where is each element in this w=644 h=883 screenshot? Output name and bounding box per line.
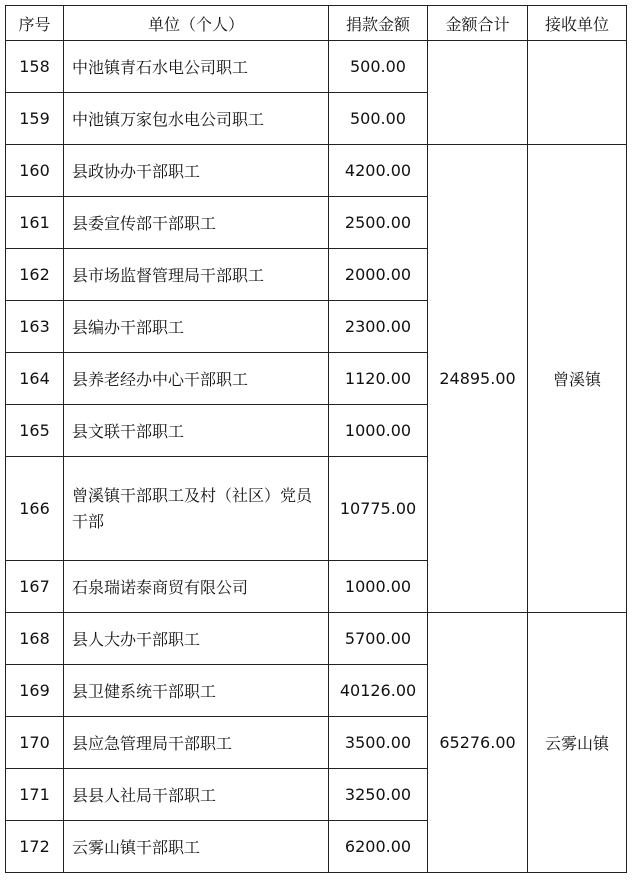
row-amount: 3250.00 bbox=[329, 769, 428, 821]
group-receiver: 云雾山镇 bbox=[528, 613, 627, 873]
row-unit: 中池镇青石水电公司职工 bbox=[64, 41, 329, 93]
row-unit bbox=[64, 457, 329, 561]
row-amount: 5700.00 bbox=[329, 613, 428, 665]
row-seq: 169 bbox=[6, 665, 64, 717]
row-seq: 167 bbox=[6, 561, 64, 613]
row-seq: 168 bbox=[6, 613, 64, 665]
group-receiver bbox=[528, 41, 627, 145]
group-total: 24895.00 bbox=[428, 145, 528, 613]
row-amount: 2000.00 bbox=[329, 249, 428, 301]
row-unit: 中池镇万家包水电公司职工 bbox=[64, 93, 329, 145]
header-amount: 捐款金额 bbox=[329, 6, 428, 41]
row-amount: 1000.00 bbox=[329, 405, 428, 457]
row-seq: 170 bbox=[6, 717, 64, 769]
row-unit: 石泉瑞诺泰商贸有限公司 bbox=[64, 561, 329, 613]
row-unit: 县委宣传部干部职工 bbox=[64, 197, 329, 249]
header-row bbox=[6, 6, 627, 41]
donation-table bbox=[5, 5, 627, 873]
row-unit: 县应急管理局干部职工 bbox=[64, 717, 329, 769]
row-seq: 166 bbox=[6, 457, 64, 561]
row-unit: 县编办干部职工 bbox=[64, 301, 329, 353]
row-unit: 县县人社局干部职工 bbox=[64, 769, 329, 821]
row-unit-line-1: 曾溪镇干部职工及村（社区）党员 bbox=[72, 485, 313, 505]
row-seq: 171 bbox=[6, 769, 64, 821]
group-total bbox=[428, 41, 528, 145]
row-amount: 10775.00 bbox=[329, 457, 428, 561]
row-amount: 2300.00 bbox=[329, 301, 428, 353]
row-amount: 500.00 bbox=[329, 93, 428, 145]
table-row bbox=[6, 613, 627, 665]
row-seq: 165 bbox=[6, 405, 64, 457]
row-amount: 1120.00 bbox=[329, 353, 428, 405]
row-unit: 县文联干部职工 bbox=[64, 405, 329, 457]
header-seq: 序号 bbox=[6, 6, 64, 41]
table-row bbox=[6, 41, 627, 93]
row-unit: 云雾山镇干部职工 bbox=[64, 821, 329, 873]
row-seq: 158 bbox=[6, 41, 64, 93]
header-unit: 单位（个人） bbox=[64, 6, 329, 41]
row-seq: 162 bbox=[6, 249, 64, 301]
group-receiver: 曾溪镇 bbox=[528, 145, 627, 613]
group-total: 65276.00 bbox=[428, 613, 528, 873]
row-unit: 县养老经办中心干部职工 bbox=[64, 353, 329, 405]
row-unit: 县市场监督管理局干部职工 bbox=[64, 249, 329, 301]
row-amount: 4200.00 bbox=[329, 145, 428, 197]
table-row bbox=[6, 145, 627, 197]
row-unit: 县卫健系统干部职工 bbox=[64, 665, 329, 717]
row-seq: 164 bbox=[6, 353, 64, 405]
row-amount: 1000.00 bbox=[329, 561, 428, 613]
row-seq: 161 bbox=[6, 197, 64, 249]
row-unit: 县政协办干部职工 bbox=[64, 145, 329, 197]
row-unit: 县人大办干部职工 bbox=[64, 613, 329, 665]
row-seq: 172 bbox=[6, 821, 64, 873]
header-total: 金额合计 bbox=[428, 6, 528, 41]
header-receiver: 接收单位 bbox=[528, 6, 627, 41]
row-amount: 40126.00 bbox=[329, 665, 428, 717]
row-seq: 163 bbox=[6, 301, 64, 353]
row-amount: 500.00 bbox=[329, 41, 428, 93]
row-amount: 3500.00 bbox=[329, 717, 428, 769]
row-unit-line-2: 干部 bbox=[72, 511, 105, 531]
row-amount: 6200.00 bbox=[329, 821, 428, 873]
row-seq: 160 bbox=[6, 145, 64, 197]
row-amount: 2500.00 bbox=[329, 197, 428, 249]
row-seq: 159 bbox=[6, 93, 64, 145]
